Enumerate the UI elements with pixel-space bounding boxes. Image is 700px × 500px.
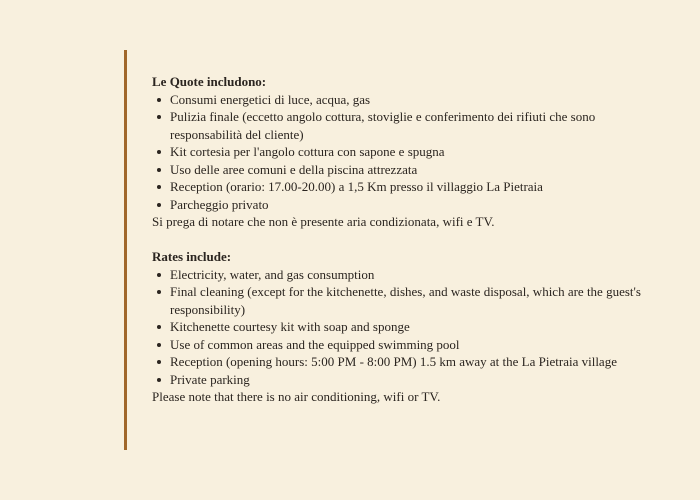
english-title: Rates include: <box>152 249 232 264</box>
list-item: Use of common areas and the equipped swimming pool <box>170 336 652 354</box>
english-inclusions-list <box>152 266 652 389</box>
english-section <box>152 248 652 406</box>
list-item: Pulizia finale (eccetto angolo cottura, stoviglie e conferimento dei rifiuti che sono responsabilità del cliente) <box>170 108 652 143</box>
list-item: Kit cortesia per l'angolo cottura con sapone e spugna <box>170 143 652 161</box>
list-item: Parcheggio privato <box>170 196 652 214</box>
italian-section <box>152 73 652 231</box>
accent-bar <box>124 50 127 450</box>
italian-note: Si prega di notare che non è presente aria condizionata, wifi e TV. <box>152 214 495 229</box>
list-item: Electricity, water, and gas consumption <box>170 266 652 284</box>
list-item: Consumi energetici di luce, acqua, gas <box>170 91 652 109</box>
list-item: Private parking <box>170 371 652 389</box>
rates-document <box>152 73 652 406</box>
list-item: Reception (orario: 17.00-20.00) a 1,5 Km presso il villaggio La Pietraia <box>170 178 652 196</box>
section-spacer <box>152 231 652 249</box>
list-item: Uso delle aree comuni e della piscina attrezzata <box>170 161 652 179</box>
english-note: Please note that there is no air conditioning, wifi or TV. <box>152 389 441 404</box>
list-item: Final cleaning (except for the kitchenette, dishes, and waste disposal, which are the guest's responsibility) <box>170 283 652 318</box>
italian-title: Le Quote includono: <box>152 74 267 89</box>
italian-inclusions-list <box>152 91 652 214</box>
list-item: Reception (opening hours: 5:00 PM - 8:00 PM) 1.5 km away at the La Pietraia village <box>170 353 652 371</box>
list-item: Kitchenette courtesy kit with soap and sponge <box>170 318 652 336</box>
